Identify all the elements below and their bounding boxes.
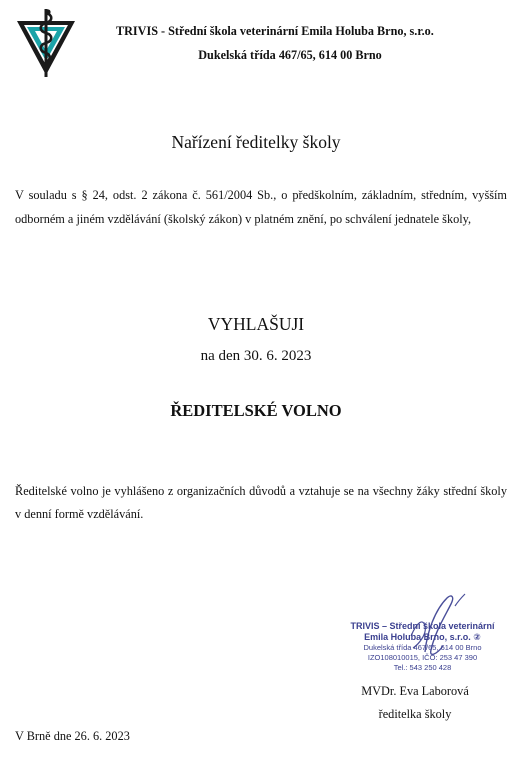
stamp-line-1: TRIVIS – Střední škola veterinární: [350, 621, 495, 631]
stamp-line-4: IZO108010015, IČO: 253 47 390: [367, 653, 478, 662]
school-name: TRIVIS - Střední škola veterinární Emila Holuba Brno, s.r.o.: [116, 24, 434, 38]
announcement-date: na den 30. 6. 2023: [200, 348, 312, 364]
stamp-line-3: Dukelská třída 467/65, 614 00 Brno: [363, 643, 482, 652]
stamp-line-5: Tel.: 543 250 428: [393, 663, 452, 672]
body-paragraph: Ředitelské volno je vyhlášeno z organizačních důvodů a vztahuje se na všechny žáky střední školy v denní formě vzdělávání.: [15, 484, 507, 521]
school-logo: [15, 7, 77, 79]
intro-paragraph: V souladu s § 24, odst. 2 zákona č. 561/2004 Sb., o předškolním, základním, středním, vyšším odborném a jiném vzdělávání (školský zákon) v platném znění, po schválení jednatele školy,: [15, 188, 507, 226]
place-and-date: V Brně dne 26. 6. 2023: [15, 729, 130, 743]
document-title: Nařízení ředitelky školy: [171, 132, 341, 152]
signer-role: ředitelka školy: [378, 707, 452, 721]
school-address: Dukelská třída 467/65, 614 00 Brno: [198, 48, 382, 62]
school-stamp: [345, 621, 500, 673]
announcement: VYHLAŠUJI: [207, 314, 305, 334]
signer-name: MVDr. Eva Laborová: [361, 684, 469, 698]
stamp-line-2: Emila Holuba Brno, s.r.o. ②: [364, 632, 481, 642]
decision-heading: ŘEDITELSKÉ VOLNO: [170, 401, 342, 420]
